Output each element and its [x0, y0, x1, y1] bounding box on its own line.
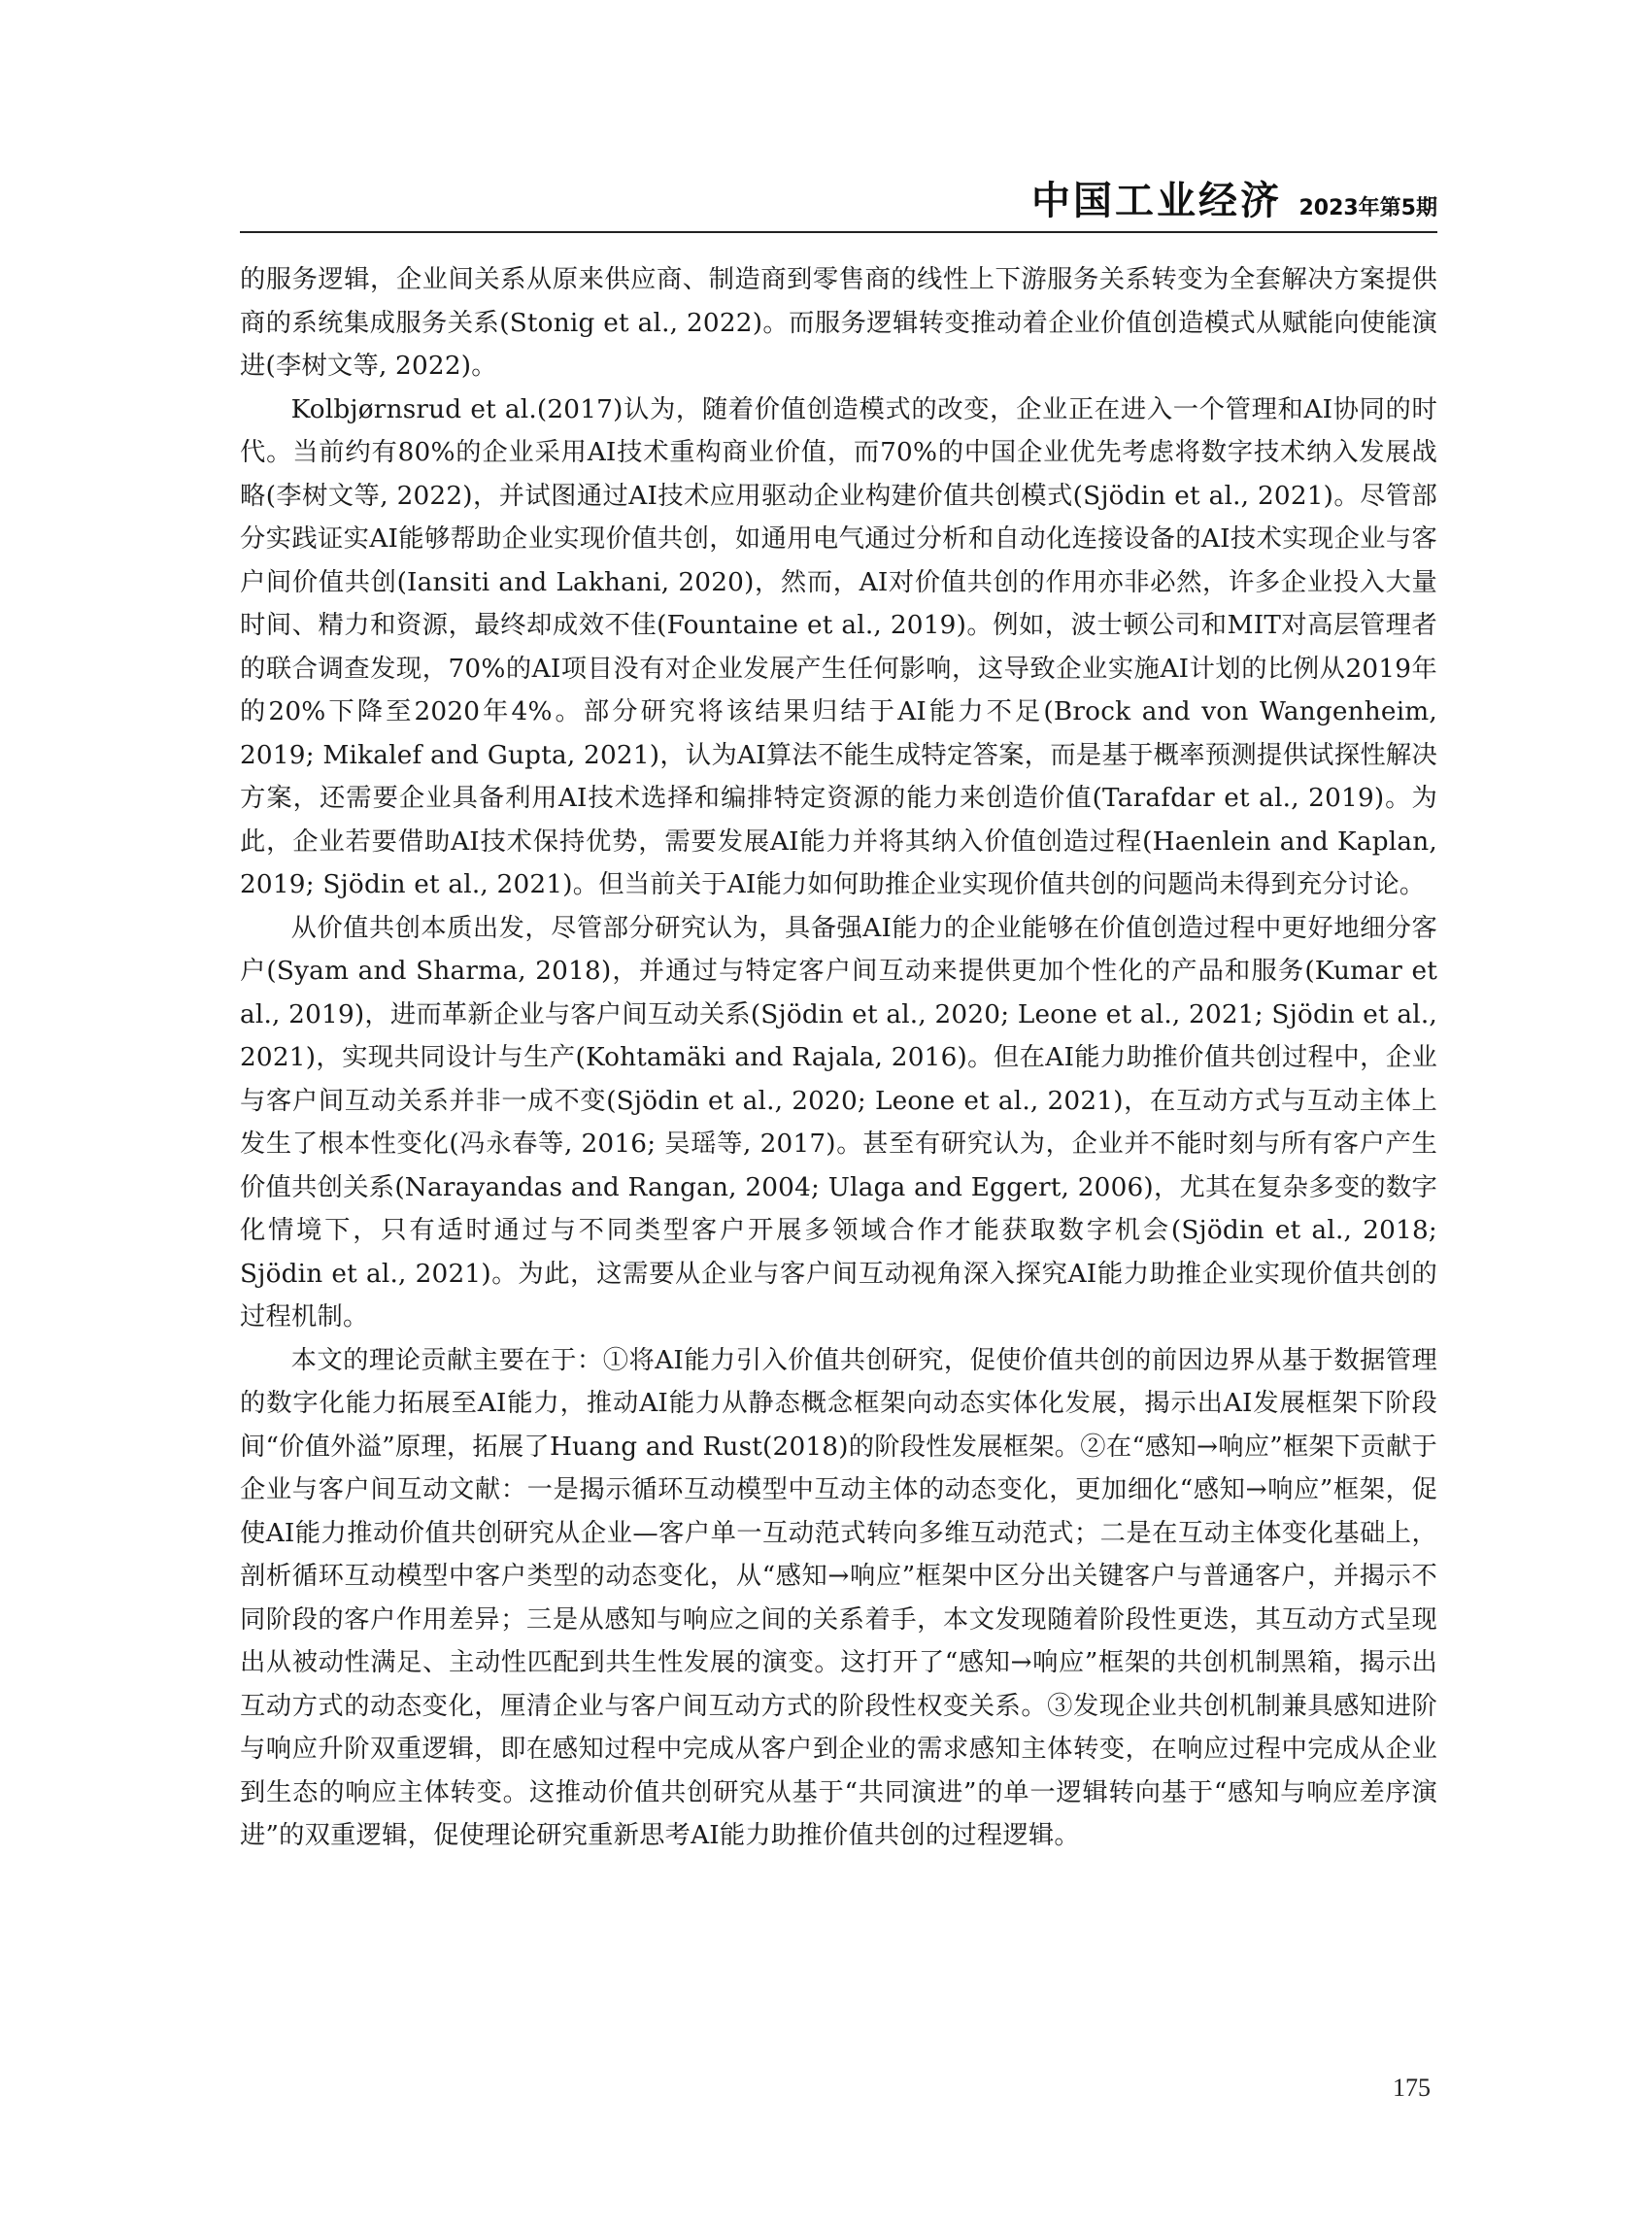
body-text — [240, 258, 1437, 1858]
paragraph-1: 的服务逻辑，企业间关系从原来供应商、制造商到零售商的线性上下游服务关系转变为全套解决方案提供商的系统集成服务关系(Stonig et al., 2022)。而服务逻辑转变推动着企业价值创造模式从赋能向使能演进(李树文等, 2022)。 — [240, 265, 1437, 381]
issue-info: 2023年第5期 — [1298, 196, 1437, 220]
paragraph-2: Kolbjørnsrud et al.(2017)认为，随着价值创造模式的改变，企业正在进入一个管理和AI协同的时代。当前约有80%的企业采用AI技术重构商业价值，而70%的中国企业优先考虑将数字技术纳入发展战略(李树文等, 2022)，并试图通过AI技术应用驱动企业构建价值共创模式(Sjödin et al., 2021)。尽管部分实践证实AI能够帮助企业实现价值共创，如通用电气通过分析和自动化连接设备的AI技术实现企业与客户间价值共创(Iansiti and Lakhani, 2020)，然而，AI对价值共创的作用亦非必然，许多企业投入大量时间、精力和资源，最终却成效不佳(Fountaine et al., 2019)。例如，波士顿公司和MIT对高层管理者的联合调查发现，70%的AI项目没有对企业发展产生任何影响，这导致企业实施AI计划的比例从2019年的20%下降至2020年4%。部分研究将该结果归结于AI能力不足(Brock and von Wangenheim, 2019; Mikalef and Gupta, 2021)，认为AI算法不能生成特定答案，而是基于概率预测提供试探性解决方案，还需要企业具备利用AI技术选择和编排特定资源的能力来创造价值(Tarafdar et al., 2019)。为此，企业若要借助AI技术保持优势，需要发展AI能力并将其纳入价值创造过程(Haenlein and Kaplan, 2019; Sjödin et al., 2021)。但当前关于AI能力如何助推企业实现价值共创的问题尚未得到充分讨论。 — [240, 394, 1437, 899]
paragraph-4: 本文的理论贡献主要在于：①将AI能力引入价值共创研究，促使价值共创的前因边界从基于数据管理的数字化能力拓展至AI能力，推动AI能力从静态概念框架向动态实体化发展，揭示出AI发展框架下阶段间“价值外溢”原理，拓展了Huang and Rust(2018)的阶段性发展框架。②在“感知→响应”框架下贡献于企业与客户间互动文献：一是揭示循环互动模型中互动主体的动态变化，更加细化“感知→响应”框架，促使AI能力推动价值共创研究从企业—客户单一互动范式转向多维互动范式；二是在互动主体变化基础上，剖析循环互动模型中客户类型的动态变化，从“感知→响应”框架中区分出关键客户与普通客户，并揭示不同阶段的客户作用差异；三是从感知与响应之间的关系着手，本文发现随着阶段性更迭，其互动方式呈现出从被动性满足、主动性匹配到共生性发展的演变。这打开了“感知→响应”框架的共创机制黑箱，揭示出互动方式的动态变化，厘清企业与客户间互动方式的阶段性权变关系。③发现企业共创机制兼具感知进阶与响应升阶双重逻辑，即在感知过程中完成从客户到企业的需求感知主体转变，在响应过程中完成从企业到生态的响应主体转变。这推动价值共创研究从基于“共同演进”的单一逻辑转向基于“感知与响应差序演进”的双重逻辑，促使理论研究重新思考AI能力助推价值共创的过程逻辑。 — [240, 1345, 1437, 1850]
page-number: 175 — [1393, 2074, 1431, 2102]
page-header — [240, 173, 1437, 233]
paragraph-3: 从价值共创本质出发，尽管部分研究认为，具备强AI能力的企业能够在价值创造过程中更好地细分客户(Syam and Sharma, 2018)，并通过与特定客户间互动来提供更加个性化的产品和服务(Kumar et al., 2019)，进而革新企业与客户间互动关系(Sjödin et al., 2020; Leone et al., 2021; Sjödin et al., 2021)，实现共同设计与生产(Kohtamäki and Rajala, 2016)。但在AI能力助推价值共创过程中，企业与客户间互动关系并非一成不变(Sjödin et al., 2020; Leone et al., 2021)，在互动方式与互动主体上发生了根本性变化(冯永春等, 2016; 吴瑶等, 2017)。甚至有研究认为，企业并不能时刻与所有客户产生价值共创关系(Narayandas and Rangan, 2004; Ulaga and Eggert, 2006)，尤其在复杂多变的数字化情境下，只有适时通过与不同类型客户开展多领域合作才能获取数字机会(Sjödin et al., 2018; Sjödin et al., 2021)。为此，这需要从企业与客户间互动视角深入探究AI能力助推企业实现价值共创的过程机制。 — [240, 913, 1437, 1332]
journal-name: 中国工业经济 — [1031, 178, 1282, 223]
